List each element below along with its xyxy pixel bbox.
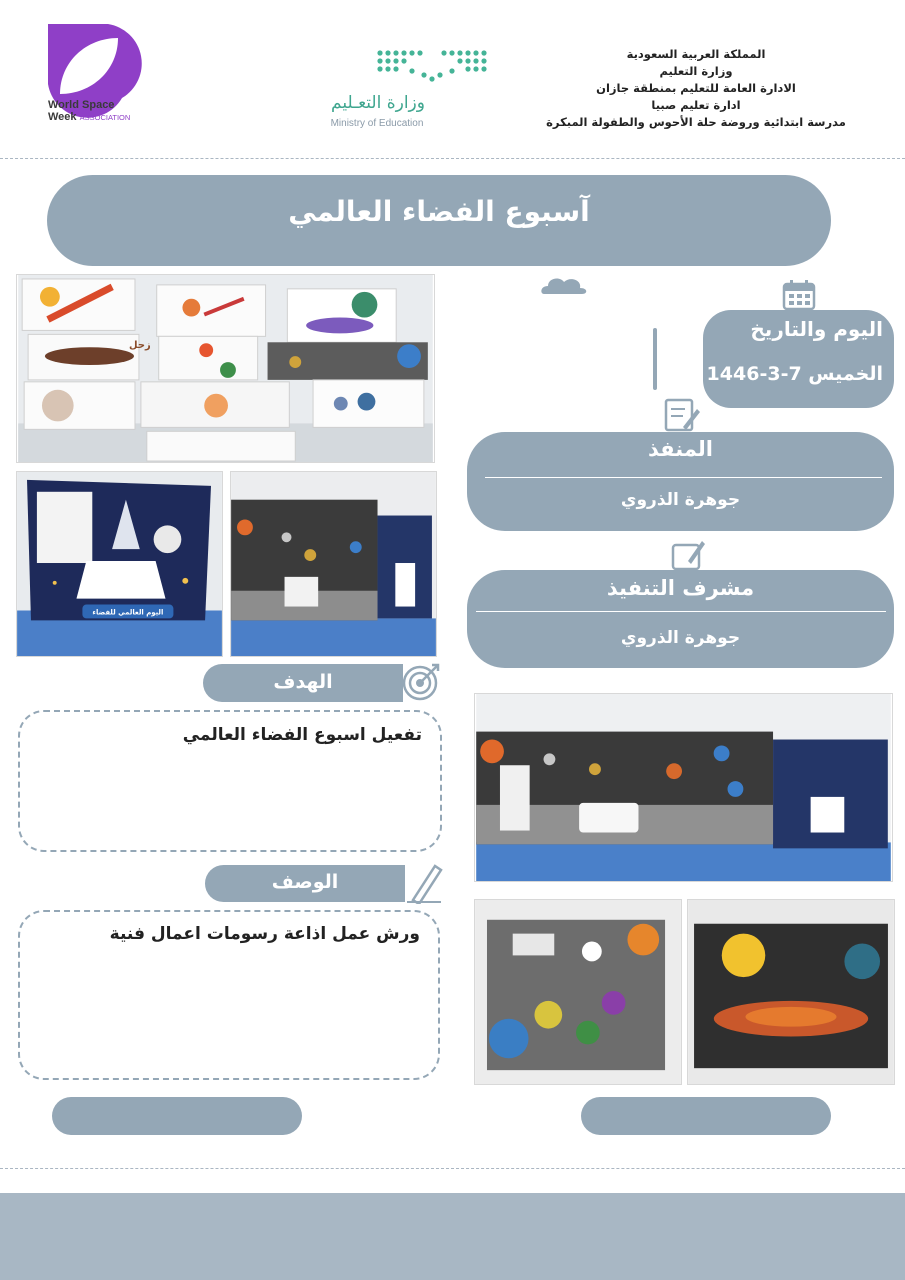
notes-icon xyxy=(663,397,701,433)
description-label: الوصف xyxy=(271,871,339,893)
executor-value: جوهرة الذروي xyxy=(620,490,741,510)
executor-rule xyxy=(485,477,882,478)
calendar-icon xyxy=(782,279,816,311)
photo-poster-board xyxy=(16,471,223,657)
moe-logo-english: Ministry of Education xyxy=(330,118,424,129)
header-line-1: المملكة العربية السعودية xyxy=(626,47,766,61)
svg-text:زحل: زحل xyxy=(129,340,151,352)
header-line-5: مدرسة ابتدائية وروضة حلة الأحوس والطفولة المبكرة xyxy=(546,115,846,129)
photo-model-closeup xyxy=(474,693,893,882)
moe-logo-arabic: وزارة التعـليم xyxy=(331,93,425,113)
goal-label: الهدف xyxy=(273,671,333,693)
school-header xyxy=(531,46,861,131)
supervisor-label: مشرف التنفيذ xyxy=(606,576,755,600)
date-label: اليوم والتاريخ xyxy=(750,317,883,341)
vertical-divider xyxy=(653,328,657,390)
header-line-3: الادارة العامة للتعليم بمنطقة جازان xyxy=(596,81,796,95)
footer-divider xyxy=(0,1168,905,1169)
wsw-logo-text: World Space Week ASSOCIATION xyxy=(48,99,131,123)
pen-icon xyxy=(405,862,443,904)
footer-pill-left xyxy=(52,1097,302,1135)
supervisor-rule xyxy=(476,611,886,612)
svg-text:اليوم العالمي للفضاء: اليوم العالمي للفضاء xyxy=(92,608,164,617)
photo-solar-model xyxy=(230,471,437,657)
photo-drawing-planets xyxy=(474,899,682,1085)
date-value: الخميس 7-3-1446 xyxy=(706,363,883,385)
moe-logo-icon xyxy=(372,45,492,85)
footer-band xyxy=(0,1193,905,1280)
executor-label: المنفذ xyxy=(648,437,713,461)
photo-wall-drawings xyxy=(16,274,435,463)
header-divider xyxy=(0,158,905,159)
header-line-4: ادارة تعليم صبيا xyxy=(651,98,741,112)
page-title: آسبوع الفضاء العالمي xyxy=(288,195,590,228)
cloud-icon xyxy=(540,276,588,296)
pencil-paper-icon xyxy=(670,537,706,571)
goal-text: تفعيل اسبوع الفضاء العالمي xyxy=(182,725,422,745)
header-line-2: وزارة التعليم xyxy=(659,64,733,78)
target-icon xyxy=(401,662,441,702)
description-text: ورش عمل اذاعة رسومات اعمال فنية xyxy=(109,924,420,944)
photo-drawing-sun xyxy=(687,899,895,1085)
supervisor-value: جوهرة الذروي xyxy=(620,628,741,648)
footer-pill-right xyxy=(581,1097,831,1135)
